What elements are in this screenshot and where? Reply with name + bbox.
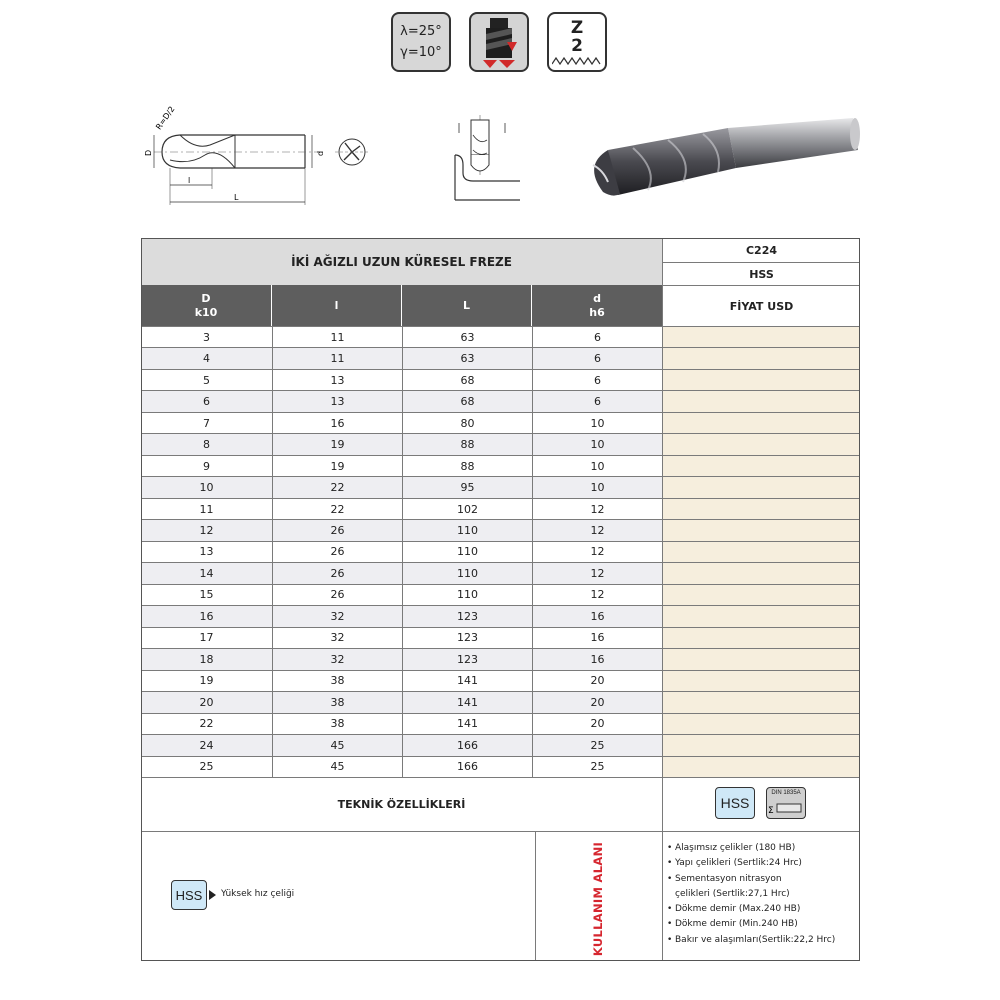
column-header-d: d h6 — [532, 285, 662, 326]
table-cell: 22 — [272, 498, 402, 519]
flute-count-icon — [547, 12, 607, 72]
z-letter: Z — [570, 18, 584, 38]
usage-item: çelikleri (Sertlik:27,1 Hrc) — [675, 888, 790, 899]
table-cell: 3 — [141, 326, 272, 347]
din-1835a-icon: DIN 1835A Σ — [766, 787, 806, 819]
table-cell: 38 — [272, 691, 402, 712]
table-cell: 22 — [141, 713, 272, 734]
table-cell: 20 — [532, 713, 662, 734]
table-cell: 12 — [532, 584, 662, 605]
table-cell: 19 — [272, 433, 402, 454]
table-cell: 45 — [272, 734, 402, 755]
hss-legend-icon: HSS — [171, 880, 207, 910]
cutting-direction-icon — [469, 12, 529, 72]
table-cell: 6 — [532, 326, 662, 347]
ball-end-mill-image — [578, 110, 863, 200]
d-label: d — [316, 150, 325, 156]
L-label: L — [234, 193, 239, 202]
table-cell: 10 — [141, 476, 272, 497]
table-cell: 20 — [141, 691, 272, 712]
table-cell: 12 — [532, 519, 662, 540]
table-cell: 12 — [141, 519, 272, 540]
table-cell: 141 — [402, 691, 532, 712]
table-cell: 12 — [532, 498, 662, 519]
table-cell: 110 — [402, 584, 532, 605]
table-cell: 16 — [272, 412, 402, 433]
table-cell: 166 — [402, 756, 532, 777]
price-cell — [662, 541, 860, 562]
price-cell — [662, 498, 860, 519]
material-label: HSS — [662, 262, 860, 285]
price-cell — [662, 691, 860, 712]
usage-item: • Yapı çelikleri (Sertlik:24 Hrc) — [667, 856, 859, 871]
table-cell: 110 — [402, 541, 532, 562]
legend-text: Yüksek hız çeliği — [221, 889, 295, 899]
table-cell: 12 — [532, 541, 662, 562]
table-cell: 123 — [402, 605, 532, 626]
table-cell: 6 — [532, 347, 662, 368]
table-cell: 32 — [272, 605, 402, 626]
table-cell: 25 — [532, 756, 662, 777]
table-cell: 14 — [141, 562, 272, 583]
price-cell — [662, 713, 860, 734]
price-cell — [662, 605, 860, 626]
table-cell: 20 — [532, 670, 662, 691]
table-cell: 88 — [402, 455, 532, 476]
arrow-right-icon — [209, 890, 217, 900]
table-cell: 6 — [532, 369, 662, 390]
application-drawing — [445, 115, 525, 205]
usage-label: KULLANIM ALANI — [591, 841, 605, 957]
svg-text:Σ: Σ — [768, 806, 774, 815]
price-cell — [662, 433, 860, 454]
price-cell — [662, 519, 860, 540]
table-cell: 26 — [272, 519, 402, 540]
table-cell: 10 — [532, 455, 662, 476]
table-cell: 17 — [141, 627, 272, 648]
price-cell — [662, 476, 860, 497]
table-cell: 25 — [532, 734, 662, 755]
table-cell: 4 — [141, 347, 272, 368]
flute-count: 2 — [571, 36, 583, 56]
table-cell: 24 — [141, 734, 272, 755]
table-cell: 18 — [141, 648, 272, 669]
price-cell — [662, 347, 860, 368]
table-cell: 102 — [402, 498, 532, 519]
table-cell: 63 — [402, 347, 532, 368]
table-cell: 88 — [402, 433, 532, 454]
table-cell: 16 — [141, 605, 272, 626]
table-cell: 11 — [141, 498, 272, 519]
table-cell: 68 — [402, 369, 532, 390]
table-cell: 13 — [141, 541, 272, 562]
table-cell: 80 — [402, 412, 532, 433]
price-cell — [662, 648, 860, 669]
table-cell: 63 — [402, 326, 532, 347]
table-cell: 32 — [272, 648, 402, 669]
table-cell: 16 — [532, 605, 662, 626]
table-cell: 110 — [402, 562, 532, 583]
angle-spec-icon — [391, 12, 451, 72]
radius-label: R=D/2 — [154, 105, 177, 132]
table-cell: 22 — [272, 476, 402, 497]
table-cell: 26 — [272, 584, 402, 605]
table-cell: 13 — [272, 390, 402, 411]
table-cell: 15 — [141, 584, 272, 605]
price-cell — [662, 455, 860, 476]
table-cell: 6 — [532, 390, 662, 411]
table-cell: 7 — [141, 412, 272, 433]
price-cell — [662, 627, 860, 648]
product-table — [141, 238, 860, 961]
column-header-l: l — [272, 285, 402, 326]
lambda-angle: λ=25° — [400, 24, 442, 39]
usage-item: • Alaşımsız çelikler (180 HB) — [667, 841, 859, 856]
table-cell: 141 — [402, 713, 532, 734]
price-cell — [662, 326, 860, 347]
price-cell — [662, 562, 860, 583]
l-label: l — [188, 176, 191, 185]
table-cell: 68 — [402, 390, 532, 411]
usage-item: • Sementasyon nitrasyon — [667, 872, 859, 887]
table-cell: 10 — [532, 476, 662, 497]
table-cell: 11 — [272, 347, 402, 368]
usage-item: • Bakır ve alaşımları(Sertlik:22,2 Hrc) — [667, 933, 859, 948]
table-cell: 11 — [272, 326, 402, 347]
price-cell — [662, 756, 860, 777]
table-cell: 166 — [402, 734, 532, 755]
table-cell: 10 — [532, 412, 662, 433]
table-cell: 8 — [141, 433, 272, 454]
table-cell: 95 — [402, 476, 532, 497]
hss-badge-icon: HSS — [715, 787, 755, 819]
table-cell: 123 — [402, 648, 532, 669]
technical-heading: TEKNİK ÖZELLİKLERİ — [141, 777, 662, 831]
D-label: D — [144, 149, 153, 156]
product-code: C224 — [662, 238, 860, 262]
table-cell: 25 — [141, 756, 272, 777]
table-cell: 9 — [141, 455, 272, 476]
table-cell: 5 — [141, 369, 272, 390]
table-cell: 6 — [141, 390, 272, 411]
gamma-angle: γ=10° — [400, 45, 442, 60]
table-cell: 123 — [402, 627, 532, 648]
table-cell: 12 — [532, 562, 662, 583]
usage-list — [667, 841, 859, 948]
table-cell: 26 — [272, 541, 402, 562]
price-cell — [662, 584, 860, 605]
table-cell: 16 — [532, 627, 662, 648]
dimension-drawing — [140, 105, 380, 215]
price-cell — [662, 412, 860, 433]
price-header: FİYAT USD — [662, 285, 860, 326]
price-cell — [662, 734, 860, 755]
price-cell — [662, 390, 860, 411]
table-cell: 38 — [272, 713, 402, 734]
table-cell: 110 — [402, 519, 532, 540]
usage-item: • Dökme demir (Min.240 HB) — [667, 917, 859, 932]
column-header-D: D k10 — [141, 285, 272, 326]
table-title: İKİ AĞIZLI UZUN KÜRESEL FREZE — [141, 238, 662, 285]
table-cell: 16 — [532, 648, 662, 669]
table-cell: 32 — [272, 627, 402, 648]
price-cell — [662, 670, 860, 691]
table-cell: 13 — [272, 369, 402, 390]
technical-badges — [662, 777, 860, 831]
usage-item: • Dökme demir (Max.240 HB) — [667, 902, 859, 917]
table-cell: 20 — [532, 691, 662, 712]
table-cell: 45 — [272, 756, 402, 777]
column-header-L: L — [402, 285, 532, 326]
teeth-icon — [552, 56, 602, 66]
table-cell: 141 — [402, 670, 532, 691]
table-cell: 19 — [141, 670, 272, 691]
price-cell — [662, 369, 860, 390]
table-cell: 26 — [272, 562, 402, 583]
table-cell: 10 — [532, 433, 662, 454]
table-cell: 19 — [272, 455, 402, 476]
table-cell: 38 — [272, 670, 402, 691]
